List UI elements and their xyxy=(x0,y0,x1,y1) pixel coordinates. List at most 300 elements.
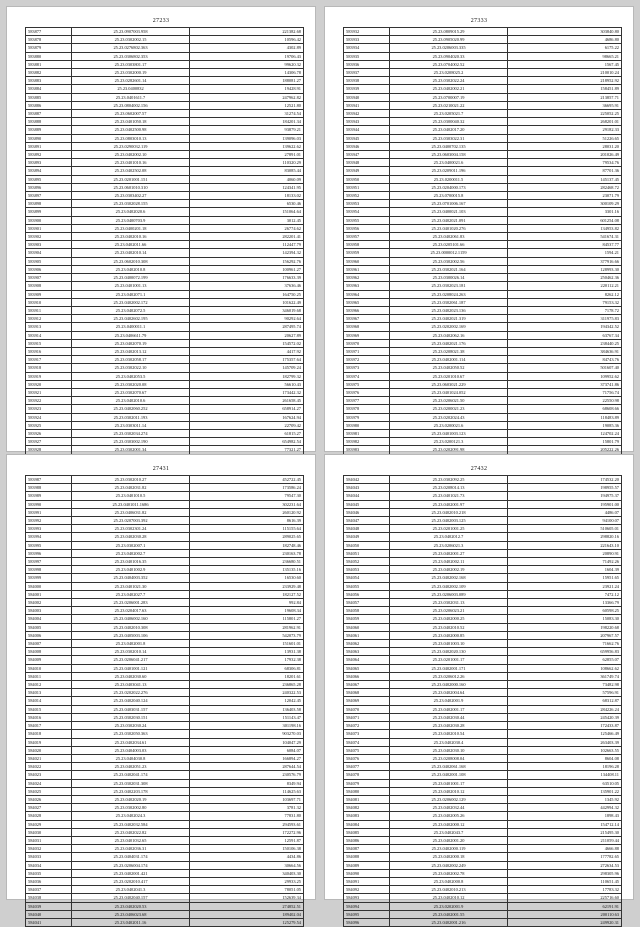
cadastral-number-cell: 25.23.0302028.155 xyxy=(72,200,190,208)
amount-cell: 184201.34 xyxy=(190,118,304,126)
record-id-cell: 584014 xyxy=(26,697,72,705)
amount-cell: 173442.32 xyxy=(190,388,304,396)
table-row xyxy=(344,599,622,607)
record-id-cell: 584026 xyxy=(26,795,72,803)
table-row xyxy=(344,241,622,249)
table-row xyxy=(26,500,304,508)
cadastral-number-cell: 25.23.0401021.30 xyxy=(72,582,190,590)
cadastral-number-cell: 25.23.0402060.252 xyxy=(72,405,190,413)
record-id-cell: 583996 xyxy=(26,549,72,557)
cadastral-number-cell: 25.23.0404003.03 xyxy=(72,746,190,754)
table-row xyxy=(344,413,622,421)
amount-cell: 452722.45 xyxy=(190,476,304,484)
table-row xyxy=(26,763,304,771)
record-id-cell: 583981 xyxy=(344,429,390,437)
amount-cell: 110651.45 xyxy=(508,877,622,885)
record-id-cell: 583918 xyxy=(26,364,72,372)
record-id-cell: 583926 xyxy=(26,429,72,437)
record-id-cell: 583912 xyxy=(26,315,72,323)
amount-cell: 261658.45 xyxy=(190,397,304,405)
cadastral-number-cell: 25.23.0402010.16 xyxy=(72,233,190,241)
record-id-cell: 584043 xyxy=(344,484,390,492)
table-row xyxy=(344,689,622,697)
cadastral-number-cell: 25.23.0402061.83 xyxy=(390,233,508,241)
amount-cell: 205222.26 xyxy=(508,446,622,454)
cadastral-number-cell: 25.23.0704002.52 xyxy=(390,60,508,68)
record-id-cell: 584096 xyxy=(344,918,390,926)
cadastral-number-cell: 25.23.0208021.38 xyxy=(390,347,508,355)
cadastral-number-cell: 25.23.0402002.172 xyxy=(72,298,190,306)
table-row xyxy=(26,845,304,853)
table-row xyxy=(26,918,304,926)
cadastral-number-cell: 25.23.0401010.5 xyxy=(72,492,190,500)
table-row xyxy=(26,566,304,574)
cadastral-number-cell: 25.23.0402001.216 xyxy=(390,918,508,926)
amount-cell: 22550.98 xyxy=(508,397,622,405)
record-id-cell: 584052 xyxy=(344,558,390,566)
cadastral-number-cell: 25.23.0700007.19 xyxy=(390,93,508,101)
record-id-cell: 583958 xyxy=(344,241,390,249)
cadastral-number-cell: 25.23.0406031.82 xyxy=(72,508,190,516)
table-row xyxy=(344,869,622,877)
amount-cell: 12521.80 xyxy=(190,101,304,109)
amount-cell: 79153.32 xyxy=(508,298,622,306)
table-row xyxy=(26,549,304,557)
record-id-cell: 583888 xyxy=(26,118,72,126)
cadastral-number-cell: 25.23.0402040.124 xyxy=(72,697,190,705)
cadastral-number-cell: 25.23.0302002.15 xyxy=(72,36,190,44)
cadastral-number-cell: 25.23.0402001.17 xyxy=(390,705,508,713)
record-id-cell: 583891 xyxy=(26,142,72,150)
record-id-cell: 584055 xyxy=(344,582,390,590)
amount-cell: 73482.98 xyxy=(508,681,622,689)
cadastral-number-cell: 25.23.0200021.6 xyxy=(390,421,508,429)
cadastral-number-cell: 25.23.0402002.249 xyxy=(390,861,508,869)
table-row xyxy=(344,853,622,861)
amount-cell: 125466.49 xyxy=(508,730,622,738)
table-row xyxy=(26,853,304,861)
cadastral-number-cell: 25.23.0200021.23 xyxy=(390,405,508,413)
cadastral-number-cell: 25.23.0402031.82 xyxy=(72,484,190,492)
table-row xyxy=(344,151,622,159)
record-id-cell: 584025 xyxy=(26,787,72,795)
cadastral-number-cell: 25.23.0402061.168 xyxy=(390,763,508,771)
cadastral-number-cell: 25.23.0302011.193 xyxy=(72,413,190,421)
record-id-cell: 584002 xyxy=(26,599,72,607)
amount-cell: 29933.25 xyxy=(190,877,304,885)
amount-cell: 6084.07 xyxy=(190,746,304,754)
record-id-cell: 583959 xyxy=(344,249,390,257)
cadastral-number-cell: 25.23.0402002.78 xyxy=(390,869,508,877)
amount-cell: 17932.38 xyxy=(190,656,304,664)
record-id-cell: 583887 xyxy=(26,110,72,118)
amount-cell: 4666.88 xyxy=(508,845,622,853)
cadastral-number-cell: 25.23.0402000.25 xyxy=(390,615,508,623)
amount-cell: 658914.27 xyxy=(190,405,304,413)
record-id-cell: 583920 xyxy=(26,380,72,388)
table-row xyxy=(344,405,622,413)
document-page xyxy=(324,6,634,452)
record-id-cell: 583998 xyxy=(26,566,72,574)
amount-cell: 115155.64 xyxy=(190,525,304,533)
amount-cell: 302231.64 xyxy=(190,500,304,508)
table-row xyxy=(344,52,622,60)
table-row xyxy=(26,476,304,484)
table-row xyxy=(344,118,622,126)
cadastral-number-cell: 25.23.0701006.167 xyxy=(390,200,508,208)
record-id-cell: 583897 xyxy=(26,192,72,200)
amount-cell: 903270.03 xyxy=(190,730,304,738)
cadastral-number-cell: 25.23.0302002.80 xyxy=(72,804,190,812)
record-id-cell: 584040 xyxy=(26,910,72,918)
amount-cell: 125279.54 xyxy=(190,918,304,926)
amount-cell: 175357.64 xyxy=(190,356,304,364)
table-row xyxy=(26,623,304,631)
amount-cell: 99620.32 xyxy=(190,60,304,68)
amount-cell: 220112.21 xyxy=(508,282,622,290)
table-row xyxy=(344,93,622,101)
amount-cell: 274852.51 xyxy=(190,902,304,910)
table-row xyxy=(26,323,304,331)
record-id-cell: 584053 xyxy=(344,566,390,574)
table-row xyxy=(26,52,304,60)
record-id-cell: 584086 xyxy=(344,836,390,844)
table-row xyxy=(344,640,622,648)
cadastral-number-cell: 25.23.0700015.8 xyxy=(390,192,508,200)
table-row xyxy=(344,681,622,689)
table-row xyxy=(26,208,304,216)
table-row xyxy=(344,558,622,566)
table-row xyxy=(344,541,622,549)
amount-cell: 128993.30 xyxy=(508,265,622,273)
cadastral-number-cell: 25.23.0200011.5 xyxy=(390,175,508,183)
amount-cell: 268201.01 xyxy=(508,118,622,126)
record-id-cell: 584057 xyxy=(344,599,390,607)
amount-cell: 1604.39 xyxy=(508,566,622,574)
record-id-cell: 583908 xyxy=(26,282,72,290)
record-id-cell: 583892 xyxy=(26,151,72,159)
cadastral-number-cell: 25.23.0400832 xyxy=(72,85,190,93)
cadastral-number-cell: 25.23.0402072.5 xyxy=(72,306,190,314)
table-row xyxy=(344,648,622,656)
record-id-cell: 583899 xyxy=(26,208,72,216)
cadastral-number-cell: 25.23.0302030.24 xyxy=(72,722,190,730)
table-row xyxy=(26,574,304,582)
record-id-cell: 584011 xyxy=(26,672,72,680)
amount-cell: 31274.54 xyxy=(190,110,304,118)
cadastral-number-cell: 25.23.0302020.08 xyxy=(72,380,190,388)
cadastral-number-cell: 25.23.0201010.67 xyxy=(390,372,508,380)
record-id-cell: 584063 xyxy=(344,648,390,656)
amount-cell: 104047.29 xyxy=(190,738,304,746)
cadastral-number-cell: 25.23.0206003.335 xyxy=(390,44,508,52)
cadastral-number-cell: 25.23.0401001.13 xyxy=(72,282,190,290)
cadastral-number-cell: 25.23.0402010.12 xyxy=(390,894,508,902)
record-id-cell: 583917 xyxy=(26,356,72,364)
table-row xyxy=(344,607,622,615)
record-id-cell: 583964 xyxy=(344,290,390,298)
cadastral-number-cell: 25.23.0402023.136 xyxy=(390,306,508,314)
cadastral-number-cell: 25.23.0402203.178 xyxy=(72,787,190,795)
cadastral-number-cell: 25.23.0402000.85 xyxy=(390,631,508,639)
table-row xyxy=(344,265,622,273)
amount-cell: 8616.39 xyxy=(190,517,304,525)
record-id-cell: 584070 xyxy=(344,705,390,713)
cadastral-number-cell: 25.23.0402010.213 xyxy=(390,886,508,894)
table-row xyxy=(344,861,622,869)
amount-cell: 152639.34 xyxy=(190,894,304,902)
record-id-cell: 583925 xyxy=(26,421,72,429)
amount-cell: 78051.05 xyxy=(190,886,304,894)
amount-cell: 151601.01 xyxy=(190,640,304,648)
amount-cell: 124702.24 xyxy=(508,429,622,437)
cadastral-number-cell: 25.23.0402036.31 xyxy=(72,845,190,853)
amount-cell: 19428.91 xyxy=(190,85,304,93)
table-row xyxy=(26,886,304,894)
table-row xyxy=(344,820,622,828)
table-row xyxy=(26,331,304,339)
amount-cell: 12042.45 xyxy=(190,697,304,705)
cadastral-number-cell: 25.23.0402000.18 xyxy=(390,853,508,861)
cadastral-number-cell: 25.23.0602010.308 xyxy=(72,257,190,265)
cadastral-number-cell: 25.23.0402024.3 xyxy=(72,812,190,820)
table-row xyxy=(26,713,304,721)
table-row xyxy=(344,549,622,557)
amount-cell: 510605.01 xyxy=(508,525,622,533)
record-id-cell: 584007 xyxy=(26,640,72,648)
cadastral-number-cell: 25.23.0401002.9 xyxy=(72,566,190,574)
record-id-cell: 583950 xyxy=(344,175,390,183)
table-row xyxy=(26,722,304,730)
record-id-cell: 584004 xyxy=(26,615,72,623)
record-id-cell: 584087 xyxy=(344,845,390,853)
record-id-cell: 583894 xyxy=(26,167,72,175)
table-row xyxy=(26,364,304,372)
record-id-cell: 583972 xyxy=(344,356,390,364)
record-id-cell: 584088 xyxy=(344,853,390,861)
amount-cell: 15801.79 xyxy=(508,438,622,446)
record-id-cell: 583974 xyxy=(344,372,390,380)
cadastral-number-cell: 25.23.0402032.584 xyxy=(72,820,190,828)
amount-cell: 134408.11 xyxy=(508,771,622,779)
cadastral-number-cell: 25.23.0402001.55 xyxy=(390,910,508,918)
record-id-cell: 583933 xyxy=(344,36,390,44)
table-row xyxy=(26,599,304,607)
cadastral-number-cell: 25.23.0206004.174 xyxy=(72,861,190,869)
cadastral-number-cell: 25.23.0400702.135 xyxy=(390,142,508,150)
amount-cell: 166894.27 xyxy=(190,754,304,762)
table-row xyxy=(344,828,622,836)
table-row xyxy=(344,44,622,52)
amount-cell: 93879.21 xyxy=(190,126,304,134)
table-row xyxy=(344,175,622,183)
amount-cell: 110320.29 xyxy=(190,159,304,167)
cadastral-number-cell: 25.23.0402020.6 xyxy=(72,208,190,216)
record-id-cell: 583909 xyxy=(26,290,72,298)
amount-cell: 245420.39 xyxy=(508,713,622,721)
record-id-cell: 584031 xyxy=(26,836,72,844)
record-id-cell: 583978 xyxy=(344,405,390,413)
amount-cell: 6530.46 xyxy=(190,200,304,208)
record-id-cell: 583914 xyxy=(26,331,72,339)
table-row xyxy=(344,804,622,812)
table-row xyxy=(26,233,304,241)
record-id-cell: 583902 xyxy=(26,233,72,241)
amount-cell: 4060.09 xyxy=(190,175,304,183)
table-row xyxy=(26,282,304,290)
page-number: 27233 xyxy=(152,18,170,24)
record-id-cell: 584032 xyxy=(26,845,72,853)
cadastral-number-cell: 25.23.0400011.1 xyxy=(72,323,190,331)
table-row xyxy=(26,265,304,273)
record-id-cell: 584001 xyxy=(26,590,72,598)
amount-cell: 23921.24 xyxy=(508,582,622,590)
table-row xyxy=(344,224,622,232)
cadastral-number-cell: 25.23.0402001.20 xyxy=(390,836,508,844)
amount-cell: 233929.48 xyxy=(190,582,304,590)
table-row xyxy=(344,836,622,844)
cadastral-number-cell: 25.23.0302002.56 xyxy=(390,257,508,265)
cadastral-number-cell: 25.23.0302058.17 xyxy=(72,356,190,364)
amount-cell: 18201.61 xyxy=(190,672,304,680)
table-row xyxy=(26,60,304,68)
record-id-cell: 583956 xyxy=(344,224,390,232)
cadastral-number-cell: 25.23.0402001.27 xyxy=(390,549,508,557)
record-id-cell: 583936 xyxy=(344,60,390,68)
amount-cell: 346019.68 xyxy=(190,306,304,314)
amount-cell: 28031.20 xyxy=(508,142,622,150)
record-id-cell: 584054 xyxy=(344,574,390,582)
record-id-cell: 583903 xyxy=(26,241,72,249)
table-row xyxy=(344,347,622,355)
table-row xyxy=(26,664,304,672)
amount-cell: 164750.25 xyxy=(190,290,304,298)
table-row xyxy=(26,681,304,689)
cadastral-number-cell: 25.23.0208014.13 xyxy=(390,484,508,492)
record-id-cell: 584089 xyxy=(344,861,390,869)
table-row xyxy=(26,388,304,396)
amount-cell: 26774.62 xyxy=(190,224,304,232)
cadastral-number-cell: 25.23.0402001.171 xyxy=(390,664,508,672)
table-row xyxy=(344,664,622,672)
amount-cell: 1594.21 xyxy=(508,249,622,257)
table-row xyxy=(26,877,304,885)
record-id-cell: 584071 xyxy=(344,713,390,721)
amount-cell: 83085.44 xyxy=(190,167,304,175)
cadastral-number-cell: 25.23.0402050.52 xyxy=(390,364,508,372)
amount-cell: 4302.89 xyxy=(190,44,304,52)
amount-cell: 236865.28 xyxy=(190,681,304,689)
table-row xyxy=(26,689,304,697)
record-id-cell: 583877 xyxy=(26,28,72,36)
cadastral-number-cell: 25.23.0202022.276 xyxy=(72,689,190,697)
record-id-cell: 584058 xyxy=(344,607,390,615)
record-id-cell: 583948 xyxy=(344,159,390,167)
table-row xyxy=(344,525,622,533)
record-id-cell: 584051 xyxy=(344,549,390,557)
amount-cell: 189402.04 xyxy=(190,910,304,918)
table-row xyxy=(344,257,622,265)
amount-cell: 177782.65 xyxy=(508,853,622,861)
cadastral-number-cell: 25.23.0208025.2 xyxy=(390,69,508,77)
record-id-cell: 584005 xyxy=(26,623,72,631)
cadastral-number-cell: 25.23.0282601.14 xyxy=(72,77,190,85)
cadastral-number-cell: 25.23.0400072.199 xyxy=(72,274,190,282)
record-id-cell: 583993 xyxy=(26,525,72,533)
cadastral-number-cell: 25.23.0401021.73 xyxy=(390,492,508,500)
amount-cell: 14306.78 xyxy=(190,69,304,77)
cadastral-number-cell: 25.23.0402043.7 xyxy=(390,828,508,836)
record-id-cell: 583973 xyxy=(344,364,390,372)
cadastral-number-cell: 25.23.0406002.160 xyxy=(72,615,190,623)
record-id-cell: 584067 xyxy=(344,681,390,689)
amount-cell: 284226.24 xyxy=(508,705,622,713)
record-id-cell: 584075 xyxy=(344,746,390,754)
cadastral-number-cell: 25.23.0402010.6 xyxy=(72,397,190,405)
cadastral-number-cell: 25.23.0402002.11 xyxy=(390,558,508,566)
amount-cell: 77321.27 xyxy=(190,446,304,454)
table-row xyxy=(26,541,304,549)
table-row xyxy=(26,656,304,664)
amount-cell: 8604.08 xyxy=(508,754,622,762)
record-id-cell: 583878 xyxy=(26,36,72,44)
record-id-cell: 583907 xyxy=(26,274,72,282)
cadastral-number-cell: 25.23.0403031.157 xyxy=(72,705,190,713)
table-row xyxy=(344,167,622,175)
table-row xyxy=(344,795,622,803)
cadastral-number-cell: 25.23.0402051.23 xyxy=(72,763,190,771)
record-id-cell: 583895 xyxy=(26,175,72,183)
record-id-cell: 583947 xyxy=(344,151,390,159)
cadastral-number-cell: 25.23.0601010.310 xyxy=(72,183,190,191)
record-id-cell: 584049 xyxy=(344,533,390,541)
record-id-cell: 583886 xyxy=(26,101,72,109)
table-row xyxy=(26,257,304,265)
amount-cell: 289025.65 xyxy=(190,533,304,541)
record-id-cell: 583944 xyxy=(344,126,390,134)
record-id-cell: 583962 xyxy=(344,274,390,282)
cadastral-number-cell: 25.23.0401016.35 xyxy=(72,558,190,566)
amount-cell: 19706.43 xyxy=(190,52,304,60)
cadastral-number-cell: 25.23.0202024.43 xyxy=(390,413,508,421)
amount-cell: 260120.92 xyxy=(190,508,304,516)
record-id-cell: 583989 xyxy=(26,492,72,500)
cadastral-number-cell: 25.23.0402602.195 xyxy=(72,315,190,323)
record-id-cell: 583913 xyxy=(26,323,72,331)
cadastral-number-cell: 25.23.0401020.276 xyxy=(390,224,508,232)
cadastral-number-cell: 25.23.0206001.283 xyxy=(72,599,190,607)
record-id-cell: 584064 xyxy=(344,656,390,664)
cadastral-number-cell: 25.23.0302021.164 xyxy=(390,265,508,273)
amount-cell: 12591.87 xyxy=(190,836,304,844)
record-id-cell: 584035 xyxy=(26,869,72,877)
amount-cell: 13931.38 xyxy=(190,648,304,656)
table-row xyxy=(26,746,304,754)
table-row xyxy=(26,590,304,598)
cadastral-number-cell: 25.23.0402001.97 xyxy=(390,500,508,508)
cadastral-number-cell: 25.23.0402004.64 xyxy=(390,689,508,697)
amount-cell: 156292.76 xyxy=(190,257,304,265)
page-number: 27431 xyxy=(152,466,170,472)
amount-cell: 238440.25 xyxy=(508,339,622,347)
record-id-cell: 583995 xyxy=(26,541,72,549)
amount-cell: 272634.53 xyxy=(508,861,622,869)
table-row xyxy=(344,429,622,437)
amount-cell: 3301.16 xyxy=(508,208,622,216)
table-row xyxy=(344,787,622,795)
cadastral-number-cell: 25.23.0204017.63 xyxy=(72,607,190,615)
record-id-cell: 583893 xyxy=(26,159,72,167)
